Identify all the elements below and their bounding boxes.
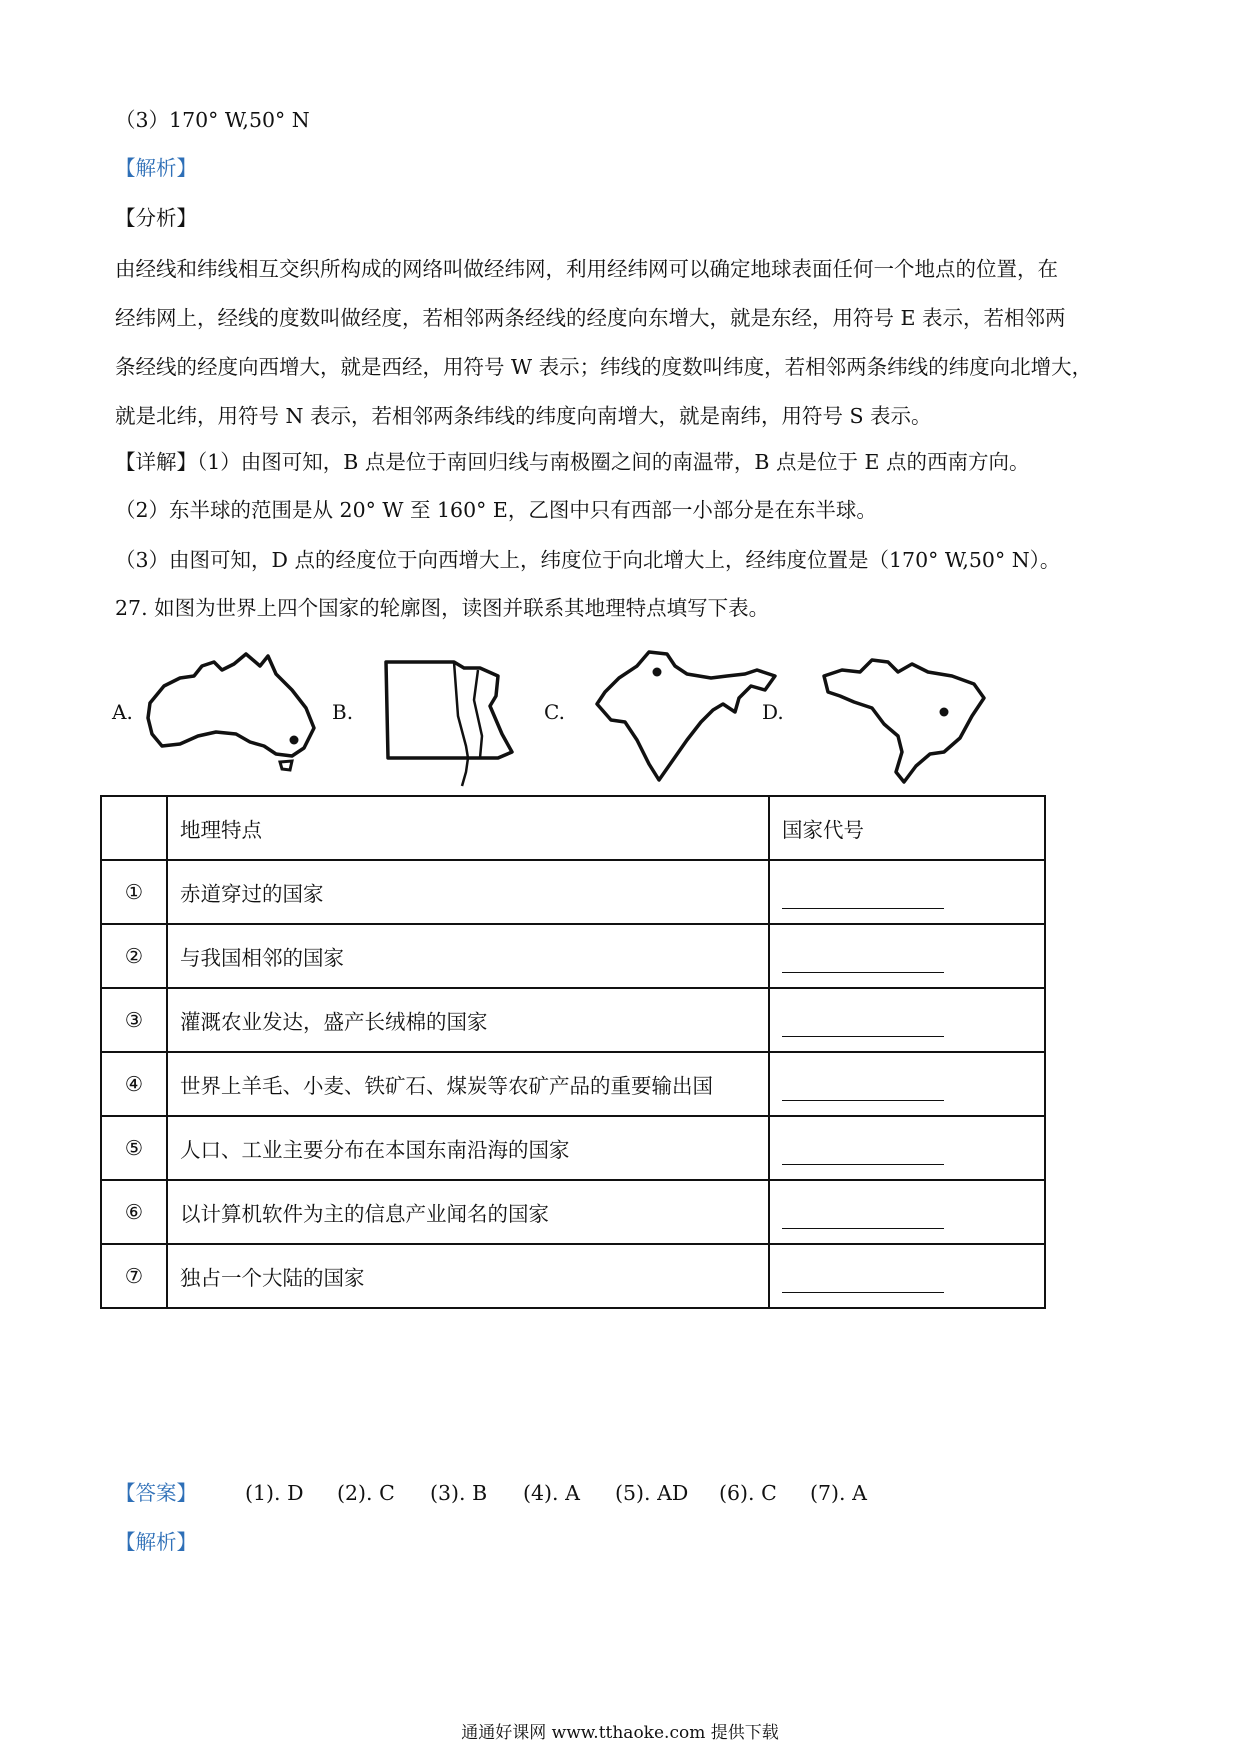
table-row [101,1116,1045,1180]
analysis-line: 就是北纬，用符号 N 表示，若相邻两条纬线的纬度向南增大，就是南纬，用符号 S 表示。 [115,404,932,428]
answer-blank[interactable] [782,1270,944,1293]
header-feature: 地理特点 [167,796,769,860]
country-outline-maps [112,648,1012,798]
detail-line-3: （3）由图可知，D 点的经度位于向西增大上，纬度位于向北增大上，经纬度位置是（170° W,50° N）。 [115,548,1061,572]
header-code: 国家代号 [769,796,1045,860]
row-num: ⑦ [101,1244,167,1308]
question-27: 27. 如图为世界上四个国家的轮廓图，读图并联系其地理特点填写下表。 [115,596,770,620]
answer-blank-cell [769,924,1045,988]
answer-item: (2). C [337,1481,395,1505]
answer-blank-cell [769,1180,1045,1244]
answer-item: (5). AD [615,1481,689,1505]
analysis-paragraph [115,245,1135,441]
row-feature: 与我国相邻的国家 [167,924,769,988]
row-num: ② [101,924,167,988]
row-num: ④ [101,1052,167,1116]
table-header-row [101,796,1045,860]
answer-item: (6). C [719,1481,777,1505]
answer-blank[interactable] [782,950,944,973]
row-feature: 赤道穿过的国家 [167,860,769,924]
fenxi-tag: 【分析】 [115,206,197,230]
answer-blank-cell [769,1052,1045,1116]
map-label-d: D. [762,700,784,724]
table-row [101,1244,1045,1308]
detail-line-1: 【详解】（1）由图可知，B 点是位于南回归线与南极圈之间的南温带，B 点是位于 E 点的西南方向。 [115,450,1030,474]
answer-blank-cell [769,1244,1045,1308]
map-label-a: A. [112,700,133,724]
answer-blank[interactable] [782,1014,944,1037]
geography-feature-table [100,795,1046,1309]
footer-source: 通通好课网 www.tthaoke.com 提供下载 [461,1723,779,1743]
analysis-line: 由经线和纬线相互交织所构成的网络叫做经纬网，利用经纬网可以确定地球表面任何一个地点的位置，在 [115,257,1058,281]
table-row [101,924,1045,988]
answer-item: (1). D [245,1481,304,1505]
answer-blank[interactable] [782,1206,944,1229]
egypt-outline [382,656,522,796]
table-row [101,1180,1045,1244]
answer-blank-cell [769,860,1045,924]
row-feature: 世界上羊毛、小麦、铁矿石、煤炭等农矿产品的重要输出国 [167,1052,769,1116]
row-num: ③ [101,988,167,1052]
brazil-outline [812,652,1002,792]
answer-item: (7). A [810,1481,867,1505]
table-row [101,988,1045,1052]
row-feature: 独占一个大陆的国家 [167,1244,769,1308]
detail-line-2: （2）东半球的范围是从 20° W 至 160° E，乙图中只有西部一小部分是在东半球。 [115,498,877,522]
answer-item: (4). A [523,1481,580,1505]
answer-item-3: （3）170° W,50° N [115,108,310,132]
answer-blank[interactable] [782,886,944,909]
answer-blank-cell [769,988,1045,1052]
row-num: ⑤ [101,1116,167,1180]
table-row [101,860,1045,924]
row-num: ① [101,860,167,924]
answer-item: (3). B [430,1481,488,1505]
jiexi-tag: 【解析】 [115,156,197,180]
map-label-b: B. [332,700,354,724]
answer-blank-cell [769,1116,1045,1180]
australia-outline [142,648,332,778]
answer-blank[interactable] [782,1078,944,1101]
map-label-c: C. [544,700,565,724]
row-feature: 人口、工业主要分布在本国东南沿海的国家 [167,1116,769,1180]
row-feature: 以计算机软件为主的信息产业闻名的国家 [167,1180,769,1244]
answer-blank[interactable] [782,1142,944,1165]
header-num [101,796,167,860]
answer-tag: 【答案】 [115,1481,197,1505]
india-outline [587,648,787,788]
row-num: ⑥ [101,1180,167,1244]
analysis-line: 经纬网上，经线的度数叫做经度，若相邻两条经线的经度向东增大，就是东经，用符号 E 表示，若相邻两 [115,306,1066,330]
analysis-line: 条经线的经度向西增大，就是西经，用符号 W 表示；纬线的度数叫纬度，若相邻两条纬线的纬度向北增大， [115,355,1093,379]
table-row [101,1052,1045,1116]
row-feature: 灌溉农业发达，盛产长绒棉的国家 [167,988,769,1052]
jiexi-tag-2: 【解析】 [115,1530,197,1554]
